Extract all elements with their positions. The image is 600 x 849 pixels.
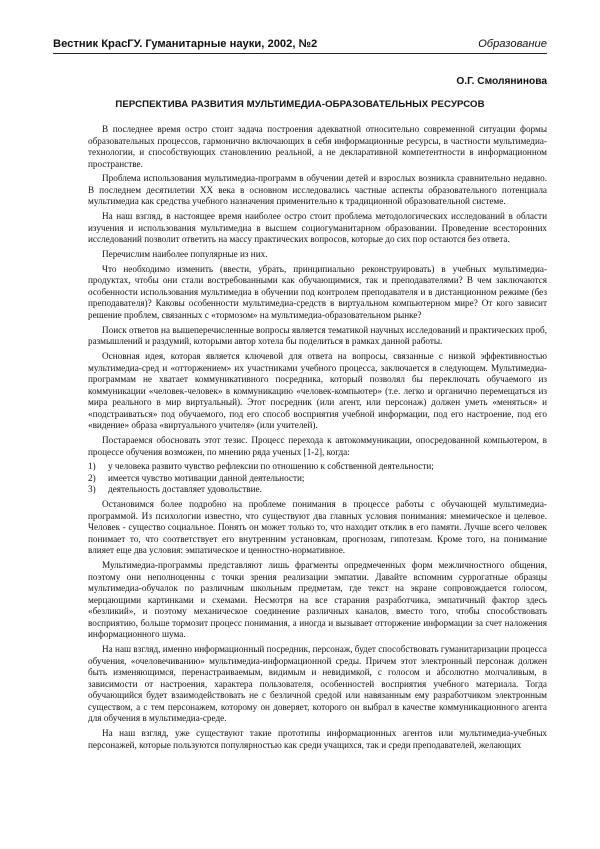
- list-item-number: 2): [88, 472, 96, 483]
- journal-title: Вестник КрасГУ. Гуманитарные науки, 2002, №2: [53, 38, 318, 50]
- paragraph: На наш взгляд, именно информационный посредник, персонаж, будет способствовать гуманитаризации процесса обучения, «очеловечиванию» мультимедиа-информационной среды. Причем этот электронный персонаж должен быть изменяющимся, перенастраиваемым, видимым и невидимкой, с голосом и абсолютно молчаливым, в зависимости от настроения, характера пользователя, особенностей восприятия учебного материала. Тогда обучающийся будет взаимодействовать не с безличной средой или навязанным ему разработчиком электронным существом, а с тем персонажем, которому он доверяет, которого он выбрал в качестве коммуникационного агента для обучения в мультимедиа-среде.: [88, 644, 547, 724]
- paragraph: Основная идея, которая является ключевой для ответа на вопросы, связанные с низкой эффективностью мультимедиа-сред и «отторжением» их участниками учебного процесса, заключается в следующем. Мультимедиа-программам не хватает коммуникативного посредника, который позволял бы переключать обучаемого из коммуникации «человек-человек» в коммуникацию «человек-компьютер» (т.е. легко и органично перемещаться из мира реального в мир виртуальный). Этот посредник (или агент, или персонаж) должен уметь «меняться» и «подстраиваться» под обучаемого, под его способ восприятия учебной информации, под его настроение, под его «видение» образа «виртуального учителя» (или учителей).: [88, 350, 547, 431]
- article-body: [88, 124, 547, 754]
- author-name: О.Г. Смолянинова: [456, 76, 547, 87]
- list-item-text: у человека развито чувство рефлексии по отношению к собственной деятельности;: [108, 461, 434, 472]
- paragraph: Перечислим наиболее популярные из них.: [102, 249, 268, 260]
- paragraph: На наш взгляд, в настоящее время наиболее остро стоит проблема методологических исследований в области изучения и использования мультимедиа в высшем социогуманитарном образовании. Проведение всесторонних исследований позволит ответить на массу практических вопросов, которые до сих пор остаются без ответа.: [88, 211, 547, 245]
- list-item-text: деятельность доставляет удовольствие.: [108, 484, 262, 495]
- paragraph: Постараемся обосновать этот тезис. Процесс перехода к автокоммуникации, опосредованной компьютером, в процессе обучения возможен, по мнению ряда ученых [1-2], когда:: [88, 434, 547, 457]
- header-rule: [53, 53, 547, 54]
- list-item: [88, 461, 547, 473]
- paragraph: Что необходимо изменить (ввести, убрать, принципиально реконструировать) в учебных мультимедиа-продуктах, чтобы они стали востребованными как обучающимися, так и преподавателями? В чем заключаются особенности использования мультимедиа в обучении под контролем преподавателя и в дистанционном режиме (без преподавателя)? Каковы особенности мультимедиа-средств в виртуальном компьютерном мире? От кого зависит решение проблем, связанных с «тормозом» на мультимедиа-образовательном рынке?: [88, 263, 547, 320]
- paragraph: Поиск ответов на вышеперечисленные вопросы является тематикой научных исследований и практических проб, размышлений и раздумий, которыми автор хотела бы поделиться в рамках данной работы.: [88, 324, 547, 347]
- list-item-number: 1): [88, 461, 96, 472]
- list-item: [88, 473, 547, 485]
- section-label: Образование: [478, 38, 547, 50]
- paragraph: Проблема использования мультимедиа-программ в обучении детей и взрослых возникла сравнительно недавно. В последнем десятилетии XX века в основном исследовались частные аспекты образовательного потенциала мультимедиа как средства учебного назначения применительно к традиционной образовательной системе.: [88, 173, 547, 207]
- paragraph: Мультимедиа-программы представляют лишь фрагменты опредмеченных форм межличностного общения, поэтому они неполноценны с точки зрения реализации эмпатии. Давайте вспомним суррогатные образцы мультимедиа-обучалок по различным школьным предметам, где текст на экране сопровождается голосом, мерцающими картинками и схемами. Несмотря на все старания разработчика, эмпатичный фактор здесь «безликий», и поэтому механическое соединение различных каналов, вместо того, чтобы способствовать восприятию, больше тормозит процесс понимания, а иногда и вызывает отторжение информации за счет наложения информационного шума.: [88, 560, 547, 640]
- paragraph: На наш взгляд, уже существуют такие прототипы информационных агентов или мультимедиа-учебных персонажей, которые пользуются популярностью как среди учащихся, так и среди преподавателей, желающих: [88, 728, 547, 750]
- list-item-text: имеется чувство мотивации данной деятельности;: [108, 472, 305, 483]
- article-title: ПЕРСПЕКТИВА РАЗВИТИЯ МУЛЬТИМЕДИА-ОБРАЗОВАТЕЛЬНЫХ РЕСУРСОВ: [115, 99, 485, 110]
- list-item: [88, 484, 547, 496]
- paragraph: В последнее время остро стоит задача построения адекватной относительно современной ситуации формы образовательных процессов, гармонично включающих в себя информационные ресурсы, в частности мультимедиа-технологии, и способствующих становлению реальной, а не декларативной компетентности в информационном пространстве.: [88, 124, 547, 169]
- paragraph: Остановимся более подробно на проблеме понимания в процессе работы с обучающей мультимедиа-программой. Из психологии известно, что существуют два главных условия понимания: мнемическое и целевое. Человек - существо социальное. Понять он может только то, что находит отклик в его памяти. Лучше всего человек понимает то, что соответствует его внутренним установкам, прогнозам, гипотезам. Кроме того, на понимание влияет еще два условия: эмпатическое и ценностно-нормативное.: [88, 499, 547, 556]
- running-header: [53, 37, 547, 51]
- list-item-number: 3): [88, 484, 96, 495]
- conditions-list: [88, 461, 547, 496]
